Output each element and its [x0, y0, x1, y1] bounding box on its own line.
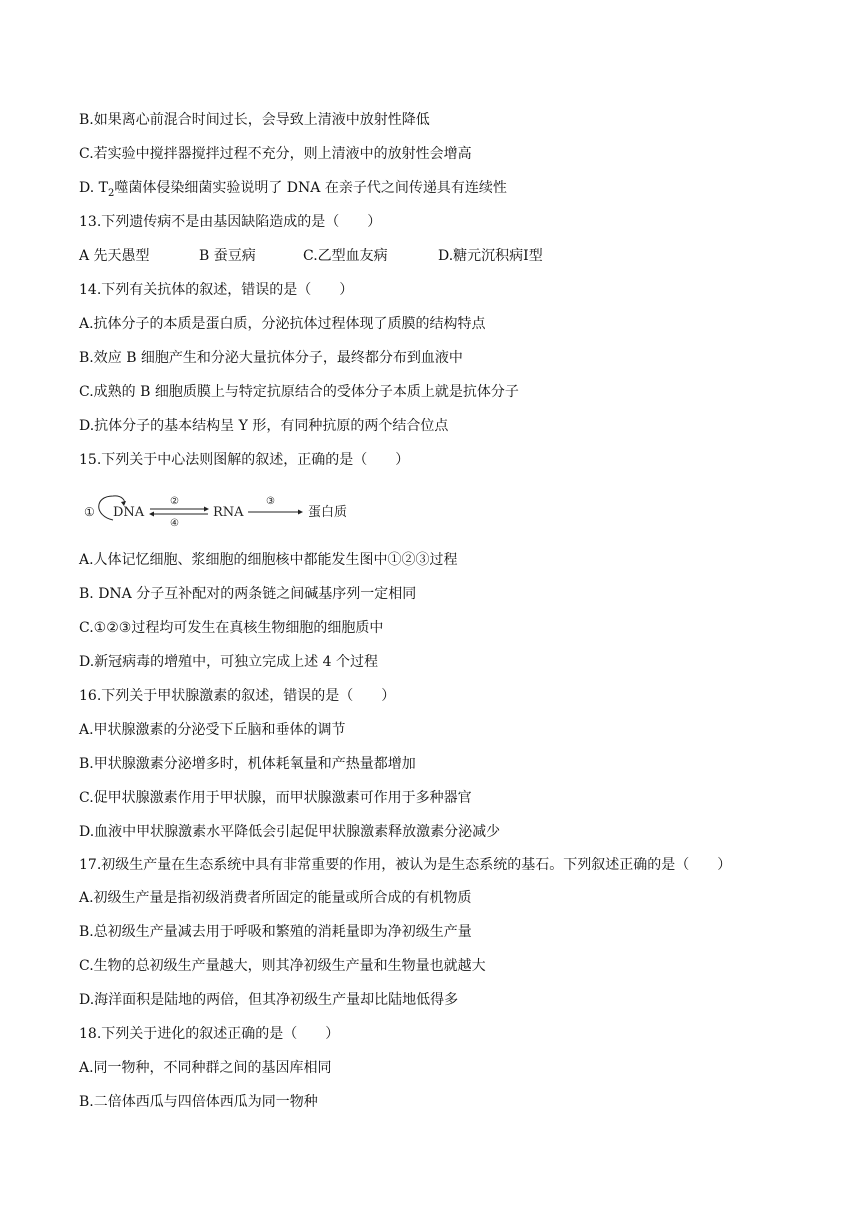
q17-option-c: C.生物的总初级生产量越大，则其净初级生产量和生物量也就越大 — [79, 958, 486, 974]
q12-option-d-prefix: D. T — [79, 180, 108, 196]
q14-option-a: A.抗体分子的本质是蛋白质，分泌抗体过程体现了质膜的结构特点 — [79, 316, 486, 332]
q13-option-d: D.糖元沉积病Ⅰ型 — [438, 248, 543, 264]
q12-option-c: C.若实验中搅拌器搅拌过程不充分，则上清液中的放射性会增高 — [79, 146, 472, 162]
q12-option-b: B.如果离心前混合时间过长，会导致上清液中放射性降低 — [79, 112, 430, 128]
q17-option-a: A.初级生产量是指初级消费者所固定的能量或所合成的有机物质 — [79, 890, 472, 906]
q15-option-c: C.①②③过程均可发生在真核生物细胞的细胞质中 — [79, 620, 384, 636]
q12-option-d-text: 噬菌体侵染细菌实验说明了 DNA 在亲子代之间传递具有连续性 — [114, 180, 507, 196]
q16-stem: 16.下列关于甲状腺激素的叙述，错误的是（ ） — [79, 688, 396, 704]
diagram-label-4: ④ — [170, 518, 179, 529]
q13-option-a: A 先天愚型 — [79, 248, 150, 264]
diagram-protein: 蛋白质 — [308, 505, 348, 520]
q18-stem: 18.下列关于进化的叙述正确的是（ ） — [79, 1026, 340, 1042]
q14-stem: 14.下列有关抗体的叙述，错误的是（ ） — [79, 282, 354, 298]
translation-arrowhead — [298, 510, 303, 515]
reverse-transcription-arrowhead — [149, 512, 154, 517]
q17-option-b: B.总初级生产量减去用于呼吸和繁殖的消耗量即为净初级生产量 — [79, 924, 472, 940]
q16-option-a: A.甲状腺激素的分泌受下丘脑和垂体的调节 — [79, 722, 346, 738]
q17-stem: 17.初级生产量在生态系统中具有非常重要的作用，被认为是生态系统的基石。下列叙述正确的是（ ） — [79, 857, 732, 873]
q15-option-a: A.人体记忆细胞、浆细胞的细胞核中都能发生图中①②③过程 — [79, 552, 458, 568]
q13-option-c: C.乙型血友病 — [303, 248, 388, 264]
transcription-arrowhead — [204, 507, 209, 512]
q14-option-c: C.成熟的 B 细胞质膜上与特定抗原结合的受体分子本质上就是抗体分子 — [79, 384, 519, 400]
q14-option-d: D.抗体分子的基本结构呈 Y 形，有同种抗原的两个结合位点 — [79, 418, 449, 434]
diagram-label-3: ③ — [266, 496, 275, 507]
q13-stem: 13.下列遗传病不是由基因缺陷造成的是（ ） — [79, 214, 382, 230]
diagram-label-1: ① — [84, 505, 95, 519]
q18-option-b: B.二倍体西瓜与四倍体西瓜为同一物种 — [79, 1094, 318, 1110]
q16-option-d: D.血液中甲状腺激素水平降低会引起促甲状腺激素释放激素分泌减少 — [79, 824, 501, 840]
q12-option-d-subscript: 2 — [107, 187, 115, 199]
q15-option-d: D.新冠病毒的增殖中，可独立完成上述 4 个过程 — [79, 654, 378, 670]
diagram-dna: DNA — [113, 505, 145, 520]
q18-option-a: A.同一物种，不同种群之间的基因库相同 — [79, 1060, 332, 1076]
q13-options — [79, 246, 599, 266]
q17-option-d: D.海洋面积是陆地的两倍，但其净初级生产量却比陆地低得多 — [79, 992, 459, 1008]
q15-stem: 15.下列关于中心法则图解的叙述，正确的是（ ） — [79, 452, 410, 468]
central-dogma-diagram — [80, 492, 370, 532]
q14-option-b: B.效应 B 细胞产生和分泌大量抗体分子，最终都分布到血液中 — [79, 350, 463, 366]
diagram-label-2: ② — [170, 496, 179, 507]
q13-option-b: B 蚕豆病 — [199, 248, 256, 264]
q12-option-d — [79, 178, 507, 204]
diagram-rna: RNA — [213, 505, 244, 520]
q16-option-b: B.甲状腺激素分泌增多时，机体耗氧量和产热量都增加 — [79, 756, 416, 772]
q15-option-b: B. DNA 分子互补配对的两条链之间碱基序列一定相同 — [79, 586, 417, 602]
q16-option-c: C.促甲状腺激素作用于甲状腺，而甲状腺激素可作用于多种器官 — [79, 790, 472, 806]
